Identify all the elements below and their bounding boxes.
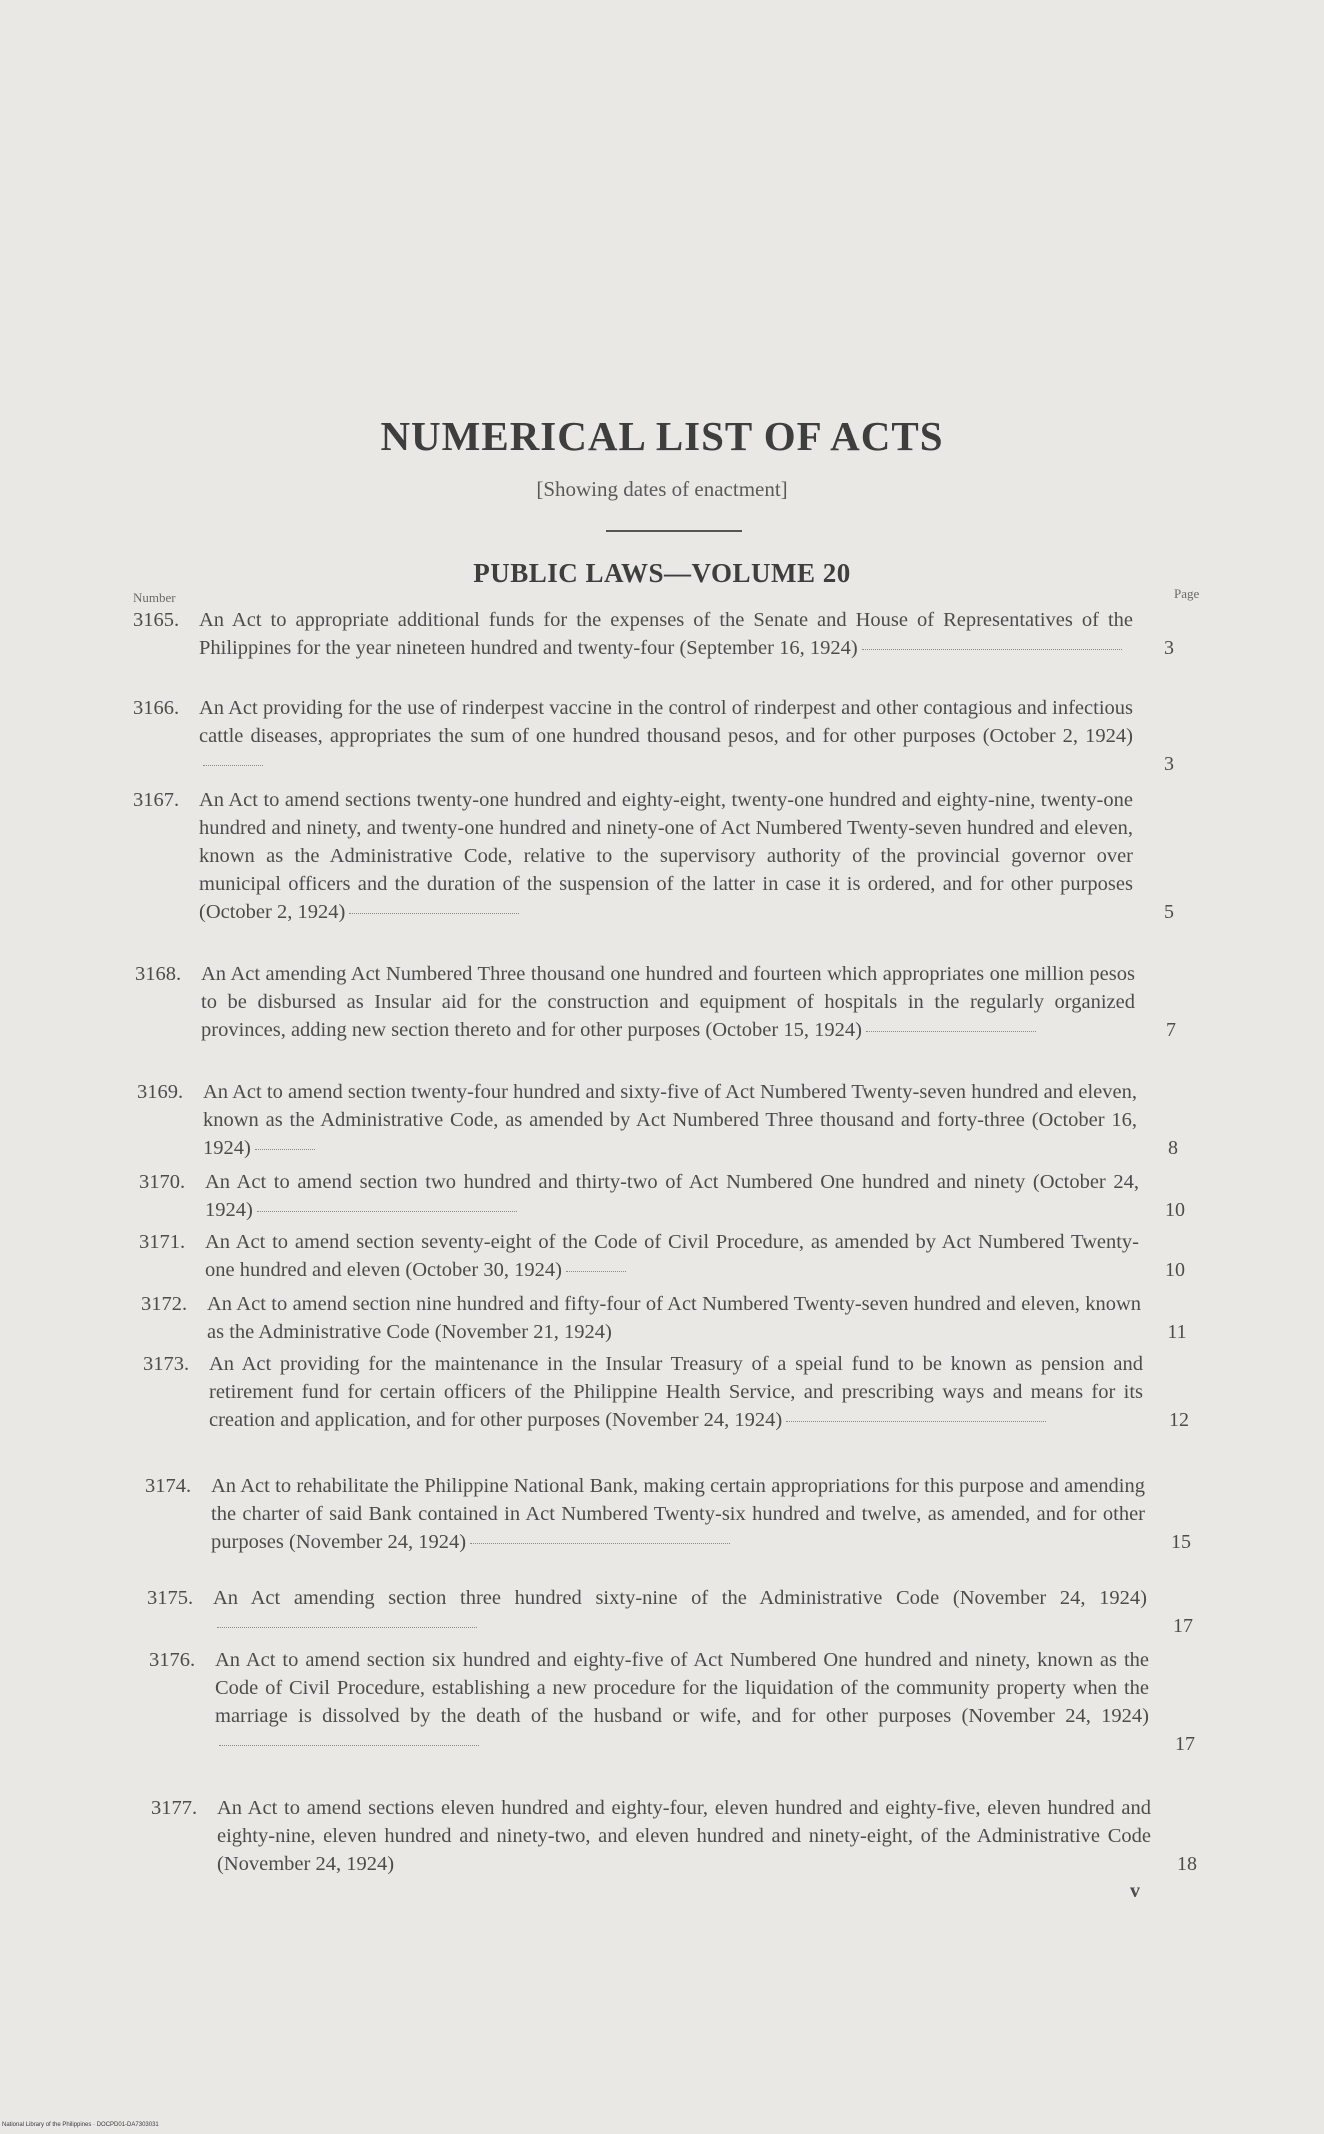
- act-number: 3167.: [133, 789, 180, 811]
- act-page: 10: [1165, 1259, 1185, 1281]
- number-column-label: Number: [133, 590, 176, 605]
- act-title: An Act to amend section twenty-four hundred and sixty-five of Act Numbered Twenty-seven hundred and eleven, known as the Administrative Code, as amended by Act Numbered Three thousand and forty-three (October 16, 1924): [203, 1081, 1137, 1159]
- act-title: An Act providing for the use of rinderpest vaccine in the control of rinderpest and other contagious and infectious cattle diseases, appropriates the sum of one hundred thousand pesos, and for other purposes (October 2, 1924): [199, 697, 1133, 747]
- act-number: 3168.: [135, 963, 182, 985]
- act-number: 3174.: [145, 1475, 192, 1497]
- act-entry-3177: [151, 1794, 1197, 1878]
- title-divider: [606, 530, 742, 532]
- act-title: An Act to amend section six hundred and eighty-five of Act Numbered One hundred and ninety, known as the Code of Civil Procedure, establishing a new procedure for the liquidation of the community property when the marriage is dissolved by the death of the husband or wife, and for other purposes (November 24, 1924): [215, 1649, 1149, 1727]
- volume-heading: PUBLIC LAWS—VOLUME 20: [473, 558, 851, 588]
- act-page: 7: [1166, 1019, 1176, 1041]
- page-title: NUMERICAL LIST OF ACTS: [380, 413, 944, 459]
- act-page: 3: [1164, 637, 1174, 659]
- act-title: An Act to amend section two hundred and thirty-two of Act Numbered One hundred and ninety (October 24, 1924): [205, 1171, 1139, 1221]
- act-title: An Act to amend section nine hundred and fifty-four of Act Numbered Twenty-seven hundred and eleven, known as the Administrative Code (November 21, 1924): [207, 1293, 1141, 1343]
- act-title: An Act to amend sections twenty-one hundred and eighty-eight, twenty-one hundred and eighty-nine, twenty-one hundred and ninety, and twenty-one hundred and ninety-one of Act Numbered Twenty-seven hundred and eleven, known as the Administrative Code, relative to the supervisory authority of the provincial governor over municipal officers and the duration of the suspension of the latter in case it is ordered, and for other purposes (October 2, 1924): [199, 789, 1133, 923]
- scan-footer-note: National Library of the Philippines · DOCPD01-DA7303031: [2, 2122, 159, 2128]
- act-title: An Act to appropriate additional funds for the expenses of the Senate and House of Representatives of the Philippines for the year nineteen hundred and twenty-four (September 16, 1924): [199, 609, 1133, 659]
- act-page: 8: [1168, 1137, 1178, 1159]
- act-page: 15: [1171, 1531, 1191, 1553]
- act-entry-3171: [139, 1228, 1185, 1284]
- act-entry-3172: [141, 1290, 1187, 1346]
- act-title: An Act amending section three hundred sixty-nine of the Administrative Code (November 24, 1924): [213, 1587, 1147, 1609]
- page-subtitle: [Showing dates of enactment]: [536, 477, 788, 501]
- act-entry-3175: [147, 1584, 1193, 1640]
- act-page: 12: [1169, 1409, 1189, 1431]
- act-entry-3173: [143, 1350, 1189, 1434]
- act-number: 3172.: [141, 1293, 188, 1315]
- act-entry-3169: [137, 1078, 1178, 1162]
- act-title: An Act to rehabilitate the Philippine National Bank, making certain appropriations for this purpose and amending the charter of said Bank contained in Act Numbered Twenty-six hundred and twelve, as amended, and for other purposes (November 24, 1924): [211, 1475, 1145, 1553]
- act-page: 3: [1164, 753, 1174, 775]
- act-page: 5: [1164, 901, 1174, 923]
- act-number: 3165.: [133, 609, 180, 631]
- act-title: An Act providing for the maintenance in the Insular Treasury of a speial fund to be known as pension and retirement fund for certain officers of the Philippine Health Service, and prescribing ways and means for its creation and application, and for other purposes (November 24, 1924): [209, 1353, 1143, 1431]
- act-number: 3170.: [139, 1171, 186, 1193]
- act-title: An Act amending Act Numbered Three thousand one hundred and fourteen which appropriates one million pesos to be disbursed as Insular aid for the construction and equipment of hospitals in the regularly organized provinces, adding new section thereto and for other purposes (October 15, 1924): [201, 963, 1135, 1041]
- act-number: 3173.: [143, 1353, 190, 1375]
- act-entry-3166: [133, 694, 1174, 778]
- act-page: 18: [1177, 1853, 1197, 1875]
- act-page: 17: [1175, 1733, 1195, 1755]
- act-number: 3177.: [151, 1797, 198, 1819]
- act-page: 17: [1173, 1615, 1193, 1637]
- act-number: 3176.: [149, 1649, 196, 1671]
- act-title: An Act to amend sections eleven hundred and eighty-four, eleven hundred and eighty-five, eleven hundred and eighty-nine, eleven hundred and ninety-two, and eleven hundred and ninety-eight, of the Administrative Code (November 24, 1924): [217, 1797, 1151, 1875]
- act-entry-3170: [139, 1168, 1185, 1224]
- act-page: 11: [1167, 1321, 1187, 1343]
- act-entry-3174: [145, 1472, 1191, 1556]
- act-title: An Act to amend section seventy-eight of the Code of Civil Procedure, as amended by Act Numbered Twenty-one hundred and eleven (October 30, 1924): [205, 1231, 1139, 1281]
- page-column-label: Page: [1174, 586, 1200, 601]
- act-number: 3169.: [137, 1081, 184, 1103]
- act-number: 3171.: [139, 1231, 186, 1253]
- act-page: 10: [1165, 1199, 1185, 1221]
- act-entry-3168: [135, 960, 1176, 1044]
- act-number: 3166.: [133, 697, 180, 719]
- act-number: 3175.: [147, 1587, 194, 1609]
- page-folio: v: [1130, 1880, 1140, 1902]
- act-entry-3167: [133, 786, 1174, 926]
- act-entry-3176: [149, 1646, 1195, 1758]
- act-entry-3165: [133, 606, 1174, 662]
